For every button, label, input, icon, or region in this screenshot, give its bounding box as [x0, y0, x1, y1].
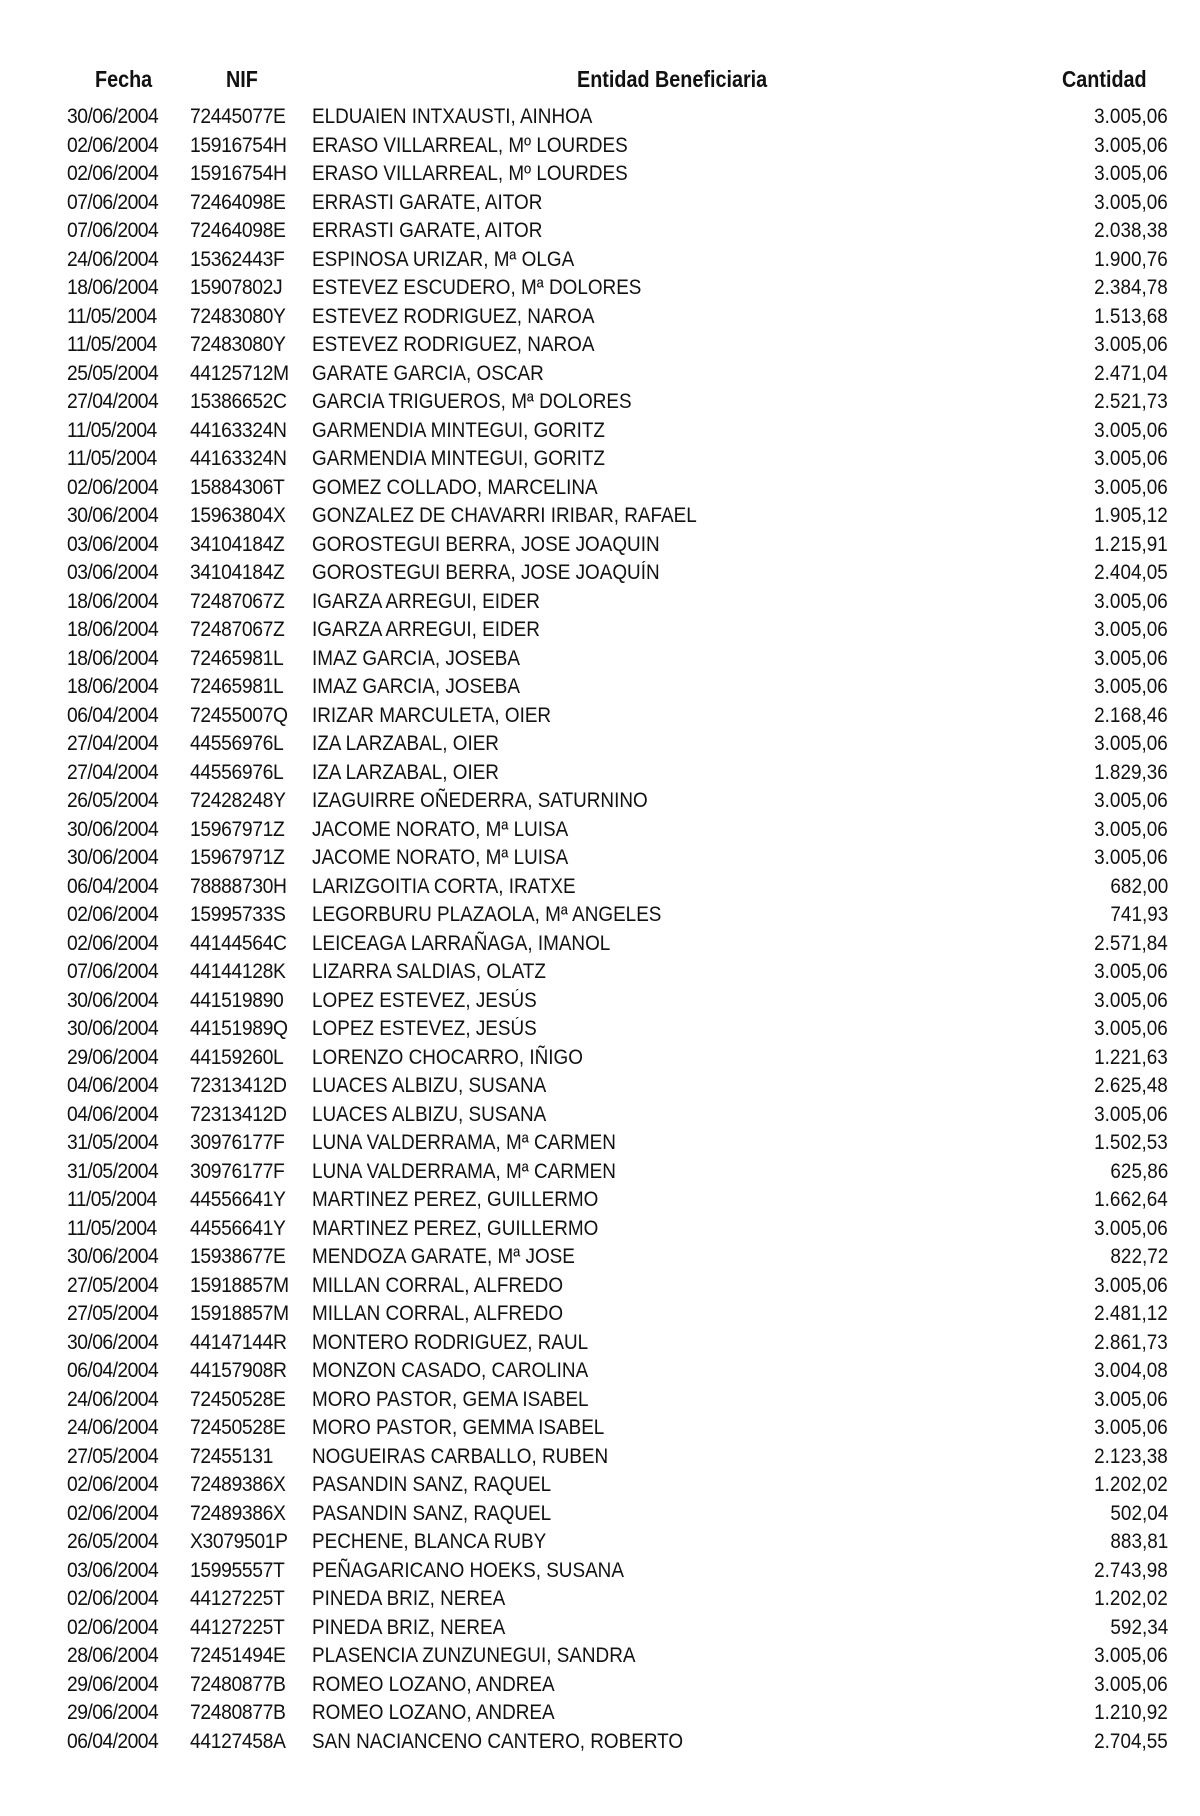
cell-cantidad: 3.005,06	[1094, 988, 1168, 1012]
table-row	[0, 132, 1200, 161]
cell-nif: 72483080Y	[190, 333, 286, 356]
cell-fecha: 07/06/2004	[67, 190, 159, 214]
header-entidad: Entidad Beneficiaria	[577, 66, 768, 92]
cell-entidad: LUACES ALBIZU, SUSANA	[312, 1074, 547, 1097]
cell-nif: 15995733S	[190, 903, 286, 926]
cell-entidad: ERRASTI GARATE, AITOR	[312, 190, 543, 214]
cell-nif: 44556976L	[190, 732, 284, 755]
cell-cantidad: 3.005,06	[1094, 1102, 1168, 1126]
cell-cantidad: 3.005,06	[1094, 589, 1168, 613]
cell-fecha: 27/05/2004	[67, 1302, 159, 1325]
cell-nif: 72451494E	[190, 1644, 286, 1667]
cell-fecha: 30/06/2004	[67, 504, 159, 527]
table-row	[0, 1642, 1200, 1671]
cell-nif: X3079501P	[190, 1530, 288, 1553]
table-row	[0, 189, 1200, 218]
table-row	[0, 1101, 1200, 1130]
cell-cantidad: 3.005,06	[1094, 646, 1168, 670]
cell-fecha: 18/06/2004	[67, 646, 159, 670]
cell-cantidad: 1.215,91	[1094, 532, 1168, 556]
table-row	[0, 1414, 1200, 1443]
cell-nif: 44151989Q	[190, 1017, 288, 1040]
cell-fecha: 04/06/2004	[67, 1102, 159, 1126]
cell-nif: 72487067Z	[190, 589, 285, 613]
cell-cantidad: 3.005,06	[1094, 1644, 1168, 1667]
cell-fecha: 18/06/2004	[67, 589, 159, 613]
table-row	[0, 901, 1200, 930]
cell-fecha: 27/04/2004	[67, 760, 159, 784]
table-row	[0, 844, 1200, 873]
cell-entidad: ESTEVEZ ESCUDERO, Mª DOLORES	[312, 276, 642, 299]
table-row	[0, 1614, 1200, 1643]
cell-fecha: 02/06/2004	[67, 1501, 159, 1525]
cell-fecha: 30/06/2004	[67, 817, 159, 841]
cell-entidad: LARIZGOITIA CORTA, IRATXE	[312, 874, 576, 898]
cell-cantidad: 2.743,98	[1094, 1558, 1168, 1582]
cell-cantidad: 883,81	[1110, 1530, 1168, 1553]
table-row	[0, 1129, 1200, 1158]
cell-nif: 44159260L	[190, 1045, 284, 1069]
cell-entidad: LUACES ALBIZU, SUSANA	[312, 1102, 547, 1126]
cell-entidad: LUNA VALDERRAMA, Mª CARMEN	[312, 1131, 616, 1154]
cell-nif: 72450528E	[190, 1387, 286, 1411]
cell-cantidad: 2.123,38	[1094, 1444, 1168, 1468]
cell-nif: 15884306T	[190, 475, 285, 499]
cell-fecha: 02/06/2004	[67, 1615, 159, 1639]
cell-nif: 72313412D	[190, 1074, 287, 1097]
cell-entidad: GARMENDIA MINTEGUI, GORITZ	[312, 447, 605, 470]
cell-cantidad: 3.005,06	[1094, 418, 1168, 442]
cell-nif: 72464098E	[190, 190, 286, 214]
cell-nif: 44127225T	[190, 1587, 285, 1610]
cell-nif: 34104184Z	[190, 532, 285, 556]
table-row	[0, 1585, 1200, 1614]
cell-fecha: 04/06/2004	[67, 1074, 159, 1097]
cell-nif: 15916754H	[190, 133, 287, 157]
cell-nif: 72445077E	[190, 105, 286, 128]
cell-entidad: MONZON CASADO, CAROLINA	[312, 1359, 589, 1382]
table-row	[0, 559, 1200, 588]
cell-nif: 72480877B	[190, 1672, 286, 1696]
cell-nif: 72464098E	[190, 219, 286, 242]
cell-nif: 15918857M	[190, 1273, 289, 1297]
cell-cantidad: 3.005,06	[1094, 732, 1168, 755]
cell-cantidad: 3.005,06	[1094, 162, 1168, 185]
cell-fecha: 29/06/2004	[67, 1701, 159, 1724]
cell-entidad: JACOME NORATO, Mª LUISA	[312, 817, 569, 841]
cell-cantidad: 3.005,06	[1094, 1416, 1168, 1439]
cell-cantidad: 3.005,06	[1094, 1017, 1168, 1040]
cell-cantidad: 682,00	[1110, 874, 1168, 898]
cell-fecha: 02/06/2004	[67, 475, 159, 499]
cell-cantidad: 3.005,06	[1094, 105, 1168, 128]
table-row	[0, 702, 1200, 731]
table-row	[0, 445, 1200, 474]
cell-fecha: 18/06/2004	[67, 675, 159, 698]
cell-fecha: 07/06/2004	[67, 960, 159, 983]
table-row	[0, 360, 1200, 389]
table-header	[0, 62, 1200, 96]
cell-fecha: 11/05/2004	[67, 304, 157, 328]
cell-cantidad: 3.005,06	[1094, 960, 1168, 983]
cell-nif: 15938677E	[190, 1245, 286, 1268]
cell-entidad: ESTEVEZ RODRIGUEZ, NAROA	[312, 304, 595, 328]
cell-cantidad: 3.005,06	[1094, 1672, 1168, 1696]
table-row	[0, 816, 1200, 845]
cell-nif: 441519890	[190, 988, 284, 1012]
cell-nif: 44163324N	[190, 418, 287, 442]
cell-nif: 78888730H	[190, 874, 287, 898]
cell-fecha: 07/06/2004	[67, 219, 159, 242]
cell-cantidad: 3.005,06	[1094, 190, 1168, 214]
cell-cantidad: 1.502,53	[1094, 1131, 1168, 1154]
cell-entidad: IMAZ GARCIA, JOSEBA	[312, 646, 520, 670]
cell-nif: 44144564C	[190, 931, 287, 955]
table-row	[0, 1500, 1200, 1529]
cell-fecha: 02/06/2004	[67, 162, 159, 185]
cell-fecha: 27/05/2004	[67, 1273, 159, 1297]
cell-entidad: MILLAN CORRAL, ALFREDO	[312, 1302, 564, 1325]
cell-fecha: 31/05/2004	[67, 1131, 159, 1154]
table-row	[0, 1158, 1200, 1187]
cell-nif: 44147144R	[190, 1330, 287, 1354]
cell-fecha: 03/06/2004	[67, 561, 159, 584]
cell-cantidad: 1.221,63	[1094, 1045, 1168, 1069]
cell-entidad: PECHENE, BLANCA RUBY	[312, 1530, 547, 1553]
cell-nif: 34104184Z	[190, 561, 285, 584]
table-row	[0, 759, 1200, 788]
table-row	[0, 1015, 1200, 1044]
table-row	[0, 1671, 1200, 1700]
cell-entidad: ERASO VILLARREAL, Mº LOURDES	[312, 162, 628, 185]
cell-fecha: 18/06/2004	[67, 618, 159, 641]
table-row	[0, 673, 1200, 702]
cell-cantidad: 2.571,84	[1094, 931, 1168, 955]
cell-entidad: JACOME NORATO, Mª LUISA	[312, 846, 569, 869]
table-row	[0, 1386, 1200, 1415]
cell-cantidad: 3.005,06	[1094, 333, 1168, 356]
cell-nif: 72483080Y	[190, 304, 286, 328]
table-row	[0, 1300, 1200, 1329]
cell-fecha: 28/06/2004	[67, 1644, 159, 1667]
cell-fecha: 18/06/2004	[67, 276, 159, 299]
cell-entidad: IZAGUIRRE OÑEDERRA, SATURNINO	[312, 789, 648, 812]
cell-nif: 44144128K	[190, 960, 286, 983]
cell-entidad: PEÑAGARICANO HOEKS, SUSANA	[312, 1558, 624, 1582]
table-row	[0, 303, 1200, 332]
cell-fecha: 30/06/2004	[67, 1245, 159, 1268]
cell-nif: 15967971Z	[190, 846, 285, 869]
cell-entidad: ERRASTI GARATE, AITOR	[312, 219, 543, 242]
cell-cantidad: 502,04	[1110, 1501, 1168, 1525]
table-row	[0, 417, 1200, 446]
cell-cantidad: 1.202,02	[1094, 1473, 1168, 1496]
cell-entidad: IGARZA ARREGUI, EIDER	[312, 618, 540, 641]
cell-entidad: GOROSTEGUI BERRA, JOSE JOAQUIN	[312, 532, 660, 556]
cell-nif: 30976177F	[190, 1159, 285, 1183]
table-row	[0, 1471, 1200, 1500]
cell-entidad: SAN NACIANCENO CANTERO, ROBERTO	[312, 1729, 684, 1753]
cell-entidad: MARTINEZ PEREZ, GUILLERMO	[312, 1216, 599, 1240]
cell-entidad: MORO PASTOR, GEMMA ISABEL	[312, 1416, 605, 1439]
cell-entidad: LIZARRA SALDIAS, OLATZ	[312, 960, 546, 983]
cell-fecha: 11/05/2004	[67, 447, 157, 470]
table-row	[0, 1699, 1200, 1728]
cell-nif: 44163324N	[190, 447, 287, 470]
table-body	[0, 103, 1200, 1756]
cell-entidad: IZA LARZABAL, OIER	[312, 732, 499, 755]
cell-entidad: IMAZ GARCIA, JOSEBA	[312, 675, 520, 698]
cell-nif: 72313412D	[190, 1102, 287, 1126]
cell-fecha: 11/05/2004	[67, 1188, 157, 1211]
cell-cantidad: 3.005,06	[1094, 675, 1168, 698]
cell-entidad: NOGUEIRAS CARBALLO, RUBEN	[312, 1444, 609, 1468]
cell-nif: 44125712M	[190, 361, 289, 385]
cell-fecha: 27/05/2004	[67, 1444, 159, 1468]
cell-nif: 44556976L	[190, 760, 284, 784]
cell-entidad: GONZALEZ DE CHAVARRI IRIBAR, RAFAEL	[312, 504, 697, 527]
table-row	[0, 1272, 1200, 1301]
cell-nif: 15916754H	[190, 162, 287, 185]
cell-entidad: IRIZAR MARCULETA, OIER	[312, 703, 552, 727]
cell-fecha: 02/06/2004	[67, 903, 159, 926]
cell-nif: 72455131	[190, 1444, 274, 1468]
cell-nif: 15967971Z	[190, 817, 285, 841]
cell-cantidad: 3.005,06	[1094, 817, 1168, 841]
cell-cantidad: 3.005,06	[1094, 1387, 1168, 1411]
cell-entidad: ESTEVEZ RODRIGUEZ, NAROA	[312, 333, 595, 356]
table-row	[0, 160, 1200, 189]
cell-entidad: PINEDA BRIZ, NEREA	[312, 1615, 506, 1639]
cell-entidad: MENDOZA GARATE, Mª JOSE	[312, 1245, 575, 1268]
cell-fecha: 06/04/2004	[67, 1359, 159, 1382]
table-row	[0, 246, 1200, 275]
cell-entidad: IZA LARZABAL, OIER	[312, 760, 499, 784]
cell-entidad: GOMEZ COLLADO, MARCELINA	[312, 475, 598, 499]
table-row	[0, 1329, 1200, 1358]
cell-entidad: PLASENCIA ZUNZUNEGUI, SANDRA	[312, 1644, 636, 1667]
cell-entidad: GARCIA TRIGUEROS, Mª DOLORES	[312, 390, 632, 413]
cell-fecha: 02/06/2004	[67, 931, 159, 955]
cell-entidad: ERASO VILLARREAL, Mº LOURDES	[312, 133, 628, 157]
table-row	[0, 873, 1200, 902]
cell-fecha: 24/06/2004	[67, 247, 159, 271]
cell-fecha: 30/06/2004	[67, 1330, 159, 1354]
cell-fecha: 27/04/2004	[67, 732, 159, 755]
cell-nif: 15907802J	[190, 276, 283, 299]
table-row	[0, 217, 1200, 246]
cell-fecha: 11/05/2004	[67, 418, 157, 442]
cell-cantidad: 2.521,73	[1094, 390, 1168, 413]
cell-cantidad: 2.404,05	[1094, 561, 1168, 584]
cell-entidad: PASANDIN SANZ, RAQUEL	[312, 1501, 552, 1525]
cell-fecha: 06/04/2004	[67, 874, 159, 898]
cell-entidad: GOROSTEGUI BERRA, JOSE JOAQUÍN	[312, 561, 660, 584]
table-row	[0, 1528, 1200, 1557]
cell-nif: 30976177F	[190, 1131, 285, 1154]
table-row	[0, 274, 1200, 303]
cell-entidad: LOPEZ ESTEVEZ, JESÚS	[312, 988, 537, 1012]
cell-fecha: 24/06/2004	[67, 1416, 159, 1439]
cell-fecha: 30/06/2004	[67, 988, 159, 1012]
table-row	[0, 616, 1200, 645]
cell-cantidad: 2.471,04	[1094, 361, 1168, 385]
cell-nif: 72489386X	[190, 1501, 286, 1525]
table-row	[0, 1557, 1200, 1586]
cell-entidad: GARATE GARCIA, OSCAR	[312, 361, 544, 385]
cell-nif: 15963804X	[190, 504, 286, 527]
cell-entidad: LORENZO CHOCARRO, IÑIGO	[312, 1045, 583, 1069]
cell-cantidad: 1.202,02	[1094, 1587, 1168, 1610]
cell-nif: 15995557T	[190, 1558, 285, 1582]
table-row	[0, 1728, 1200, 1757]
cell-nif: 72450528E	[190, 1416, 286, 1439]
cell-nif: 72455007Q	[190, 703, 288, 727]
cell-entidad: PASANDIN SANZ, RAQUEL	[312, 1473, 552, 1496]
cell-fecha: 29/06/2004	[67, 1045, 159, 1069]
cell-entidad: IGARZA ARREGUI, EIDER	[312, 589, 540, 613]
cell-cantidad: 2.168,46	[1094, 703, 1168, 727]
cell-entidad: LUNA VALDERRAMA, Mª CARMEN	[312, 1159, 616, 1183]
cell-fecha: 11/05/2004	[67, 1216, 157, 1240]
cell-fecha: 02/06/2004	[67, 1587, 159, 1610]
cell-fecha: 02/06/2004	[67, 133, 159, 157]
table-row	[0, 730, 1200, 759]
cell-cantidad: 3.005,06	[1094, 447, 1168, 470]
cell-fecha: 27/04/2004	[67, 390, 159, 413]
cell-fecha: 30/06/2004	[67, 105, 159, 128]
cell-nif: 15362443F	[190, 247, 285, 271]
cell-nif: 44127225T	[190, 1615, 285, 1639]
cell-fecha: 02/06/2004	[67, 1473, 159, 1496]
cell-cantidad: 1.513,68	[1094, 304, 1168, 328]
cell-cantidad: 1.662,64	[1094, 1188, 1168, 1211]
cell-nif: 44556641Y	[190, 1216, 286, 1240]
table-row	[0, 645, 1200, 674]
cell-entidad: MONTERO RODRIGUEZ, RAUL	[312, 1330, 589, 1354]
cell-entidad: ROMEO LOZANO, ANDREA	[312, 1701, 555, 1724]
cell-cantidad: 2.625,48	[1094, 1074, 1168, 1097]
cell-cantidad: 3.005,06	[1094, 789, 1168, 812]
header-nif: NIF	[226, 66, 258, 92]
cell-cantidad: 3.004,08	[1094, 1359, 1168, 1382]
table-row	[0, 588, 1200, 617]
cell-fecha: 03/06/2004	[67, 1558, 159, 1582]
cell-fecha: 25/05/2004	[67, 361, 159, 385]
cell-entidad: ELDUAIEN INTXAUSTI, AINHOA	[312, 105, 593, 128]
cell-entidad: MARTINEZ PEREZ, GUILLERMO	[312, 1188, 599, 1211]
table-row	[0, 388, 1200, 417]
cell-entidad: ESPINOSA URIZAR, Mª OLGA	[312, 247, 575, 271]
table-row	[0, 1215, 1200, 1244]
cell-cantidad: 1.900,76	[1094, 247, 1168, 271]
cell-entidad: LOPEZ ESTEVEZ, JESÚS	[312, 1017, 537, 1040]
table-row	[0, 474, 1200, 503]
cell-cantidad: 2.384,78	[1094, 276, 1168, 299]
cell-nif: 44556641Y	[190, 1188, 286, 1211]
cell-entidad: PINEDA BRIZ, NEREA	[312, 1587, 506, 1610]
cell-cantidad: 592,34	[1110, 1615, 1168, 1639]
cell-nif: 44157908R	[190, 1359, 287, 1382]
cell-cantidad: 1.905,12	[1094, 504, 1168, 527]
table-row	[0, 1243, 1200, 1272]
table-row	[0, 787, 1200, 816]
cell-nif: 44127458A	[190, 1729, 286, 1753]
cell-nif: 15918857M	[190, 1302, 289, 1325]
cell-fecha: 30/06/2004	[67, 846, 159, 869]
cell-cantidad: 3.005,06	[1094, 846, 1168, 869]
table-row	[0, 531, 1200, 560]
cell-nif: 72480877B	[190, 1701, 286, 1724]
cell-nif: 72487067Z	[190, 618, 285, 641]
table-row	[0, 1357, 1200, 1386]
cell-cantidad: 1.210,92	[1094, 1701, 1168, 1724]
cell-entidad: MILLAN CORRAL, ALFREDO	[312, 1273, 564, 1297]
cell-cantidad: 2.704,55	[1094, 1729, 1168, 1753]
table-row	[0, 331, 1200, 360]
cell-cantidad: 822,72	[1110, 1245, 1168, 1268]
cell-cantidad: 3.005,06	[1094, 1273, 1168, 1297]
cell-cantidad: 3.005,06	[1094, 1216, 1168, 1240]
cell-cantidad: 3.005,06	[1094, 133, 1168, 157]
cell-entidad: LEGORBURU PLAZAOLA, Mª ANGELES	[312, 903, 662, 926]
cell-fecha: 29/06/2004	[67, 1672, 159, 1696]
cell-cantidad: 2.481,12	[1094, 1302, 1168, 1325]
table-row	[0, 987, 1200, 1016]
header-cantidad: Cantidad	[1062, 66, 1147, 92]
cell-entidad: LEICEAGA LARRAÑAGA, IMANOL	[312, 931, 611, 955]
cell-cantidad: 3.005,06	[1094, 618, 1168, 641]
table-row	[0, 958, 1200, 987]
cell-entidad: GARMENDIA MINTEGUI, GORITZ	[312, 418, 605, 442]
cell-fecha: 06/04/2004	[67, 1729, 159, 1753]
cell-nif: 72465981L	[190, 675, 284, 698]
table-row	[0, 1072, 1200, 1101]
cell-fecha: 26/05/2004	[67, 789, 159, 812]
cell-entidad: MORO PASTOR, GEMA ISABEL	[312, 1387, 589, 1411]
table-row	[0, 103, 1200, 132]
cell-entidad: ROMEO LOZANO, ANDREA	[312, 1672, 555, 1696]
table-row	[0, 1044, 1200, 1073]
cell-cantidad: 1.829,36	[1094, 760, 1168, 784]
cell-fecha: 24/06/2004	[67, 1387, 159, 1411]
cell-cantidad: 3.005,06	[1094, 475, 1168, 499]
cell-nif: 15386652C	[190, 390, 287, 413]
table-row	[0, 502, 1200, 531]
cell-fecha: 30/06/2004	[67, 1017, 159, 1040]
cell-nif: 72465981L	[190, 646, 284, 670]
cell-cantidad: 2.038,38	[1094, 219, 1168, 242]
cell-cantidad: 2.861,73	[1094, 1330, 1168, 1354]
cell-cantidad: 741,93	[1110, 903, 1168, 926]
cell-nif: 72428248Y	[190, 789, 286, 812]
cell-nif: 72489386X	[190, 1473, 286, 1496]
cell-fecha: 06/04/2004	[67, 703, 159, 727]
header-fecha: Fecha	[95, 66, 153, 92]
cell-fecha: 26/05/2004	[67, 1530, 159, 1553]
cell-fecha: 31/05/2004	[67, 1159, 159, 1183]
table-row	[0, 1186, 1200, 1215]
table-row	[0, 1443, 1200, 1472]
table-row	[0, 930, 1200, 959]
cell-fecha: 03/06/2004	[67, 532, 159, 556]
cell-fecha: 11/05/2004	[67, 333, 157, 356]
cell-cantidad: 625,86	[1110, 1159, 1168, 1183]
